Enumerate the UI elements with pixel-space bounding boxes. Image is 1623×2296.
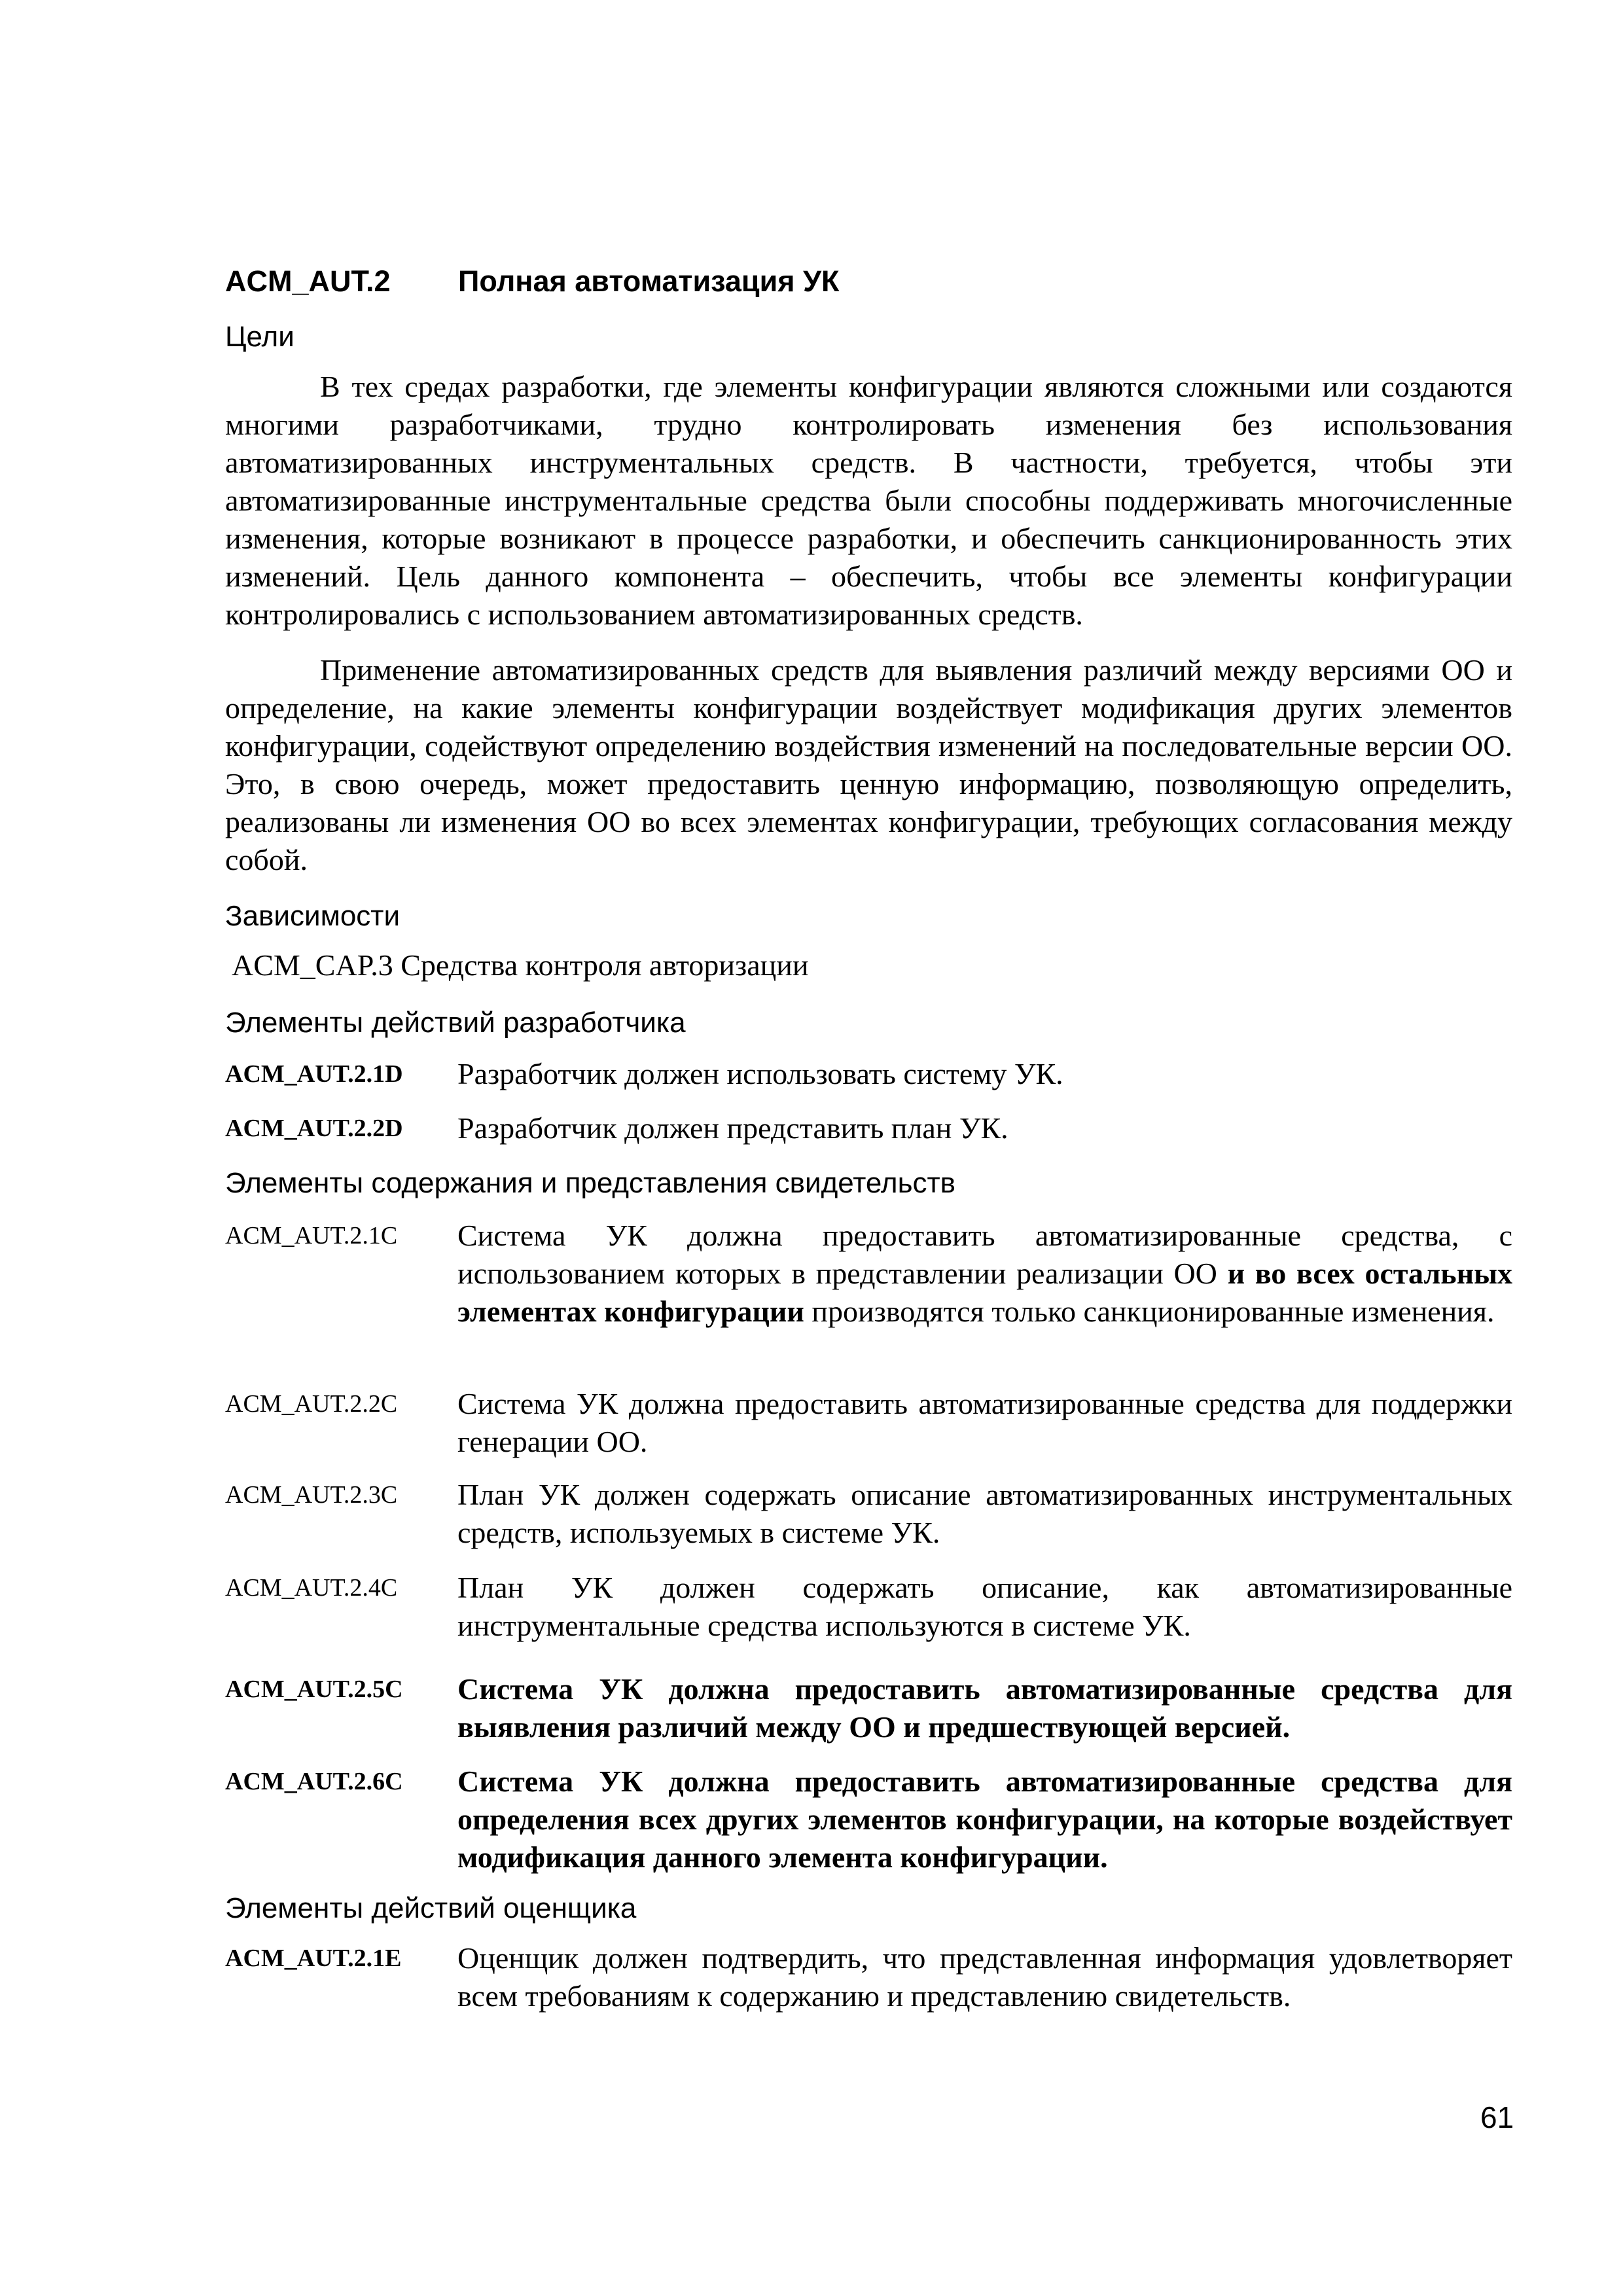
item-id: ACM_AUT.2.1C bbox=[225, 1222, 398, 1249]
item-id: ACM_AUT.2.1E bbox=[225, 1945, 402, 1972]
item-text: План УК должен содержать описание автоматизированных инструментальных средств, используемых в системе УК. bbox=[457, 1478, 1512, 1549]
content-item bbox=[225, 1670, 1512, 1746]
section-id: ACM_AUT.2 bbox=[225, 264, 391, 298]
content-item bbox=[225, 1217, 1512, 1331]
item-text: Разработчик должен использовать систему УК. bbox=[457, 1057, 1063, 1090]
section-heading bbox=[225, 264, 839, 298]
item-text bbox=[457, 1217, 1512, 1331]
item-text: Разработчик должен представить план УК. bbox=[457, 1111, 1008, 1145]
item-text: Оценщик должен подтвердить, что представленная информация удовлетворяет всем требованиям к содержанию и представлению свидетельств. bbox=[457, 1941, 1512, 2013]
content-heading: Элементы содержания и представления свидетельств bbox=[225, 1167, 956, 1199]
objectives-paragraph-2: Применение автоматизированных средств для выявления различий между версиями ОО и определение, на какие элементы конфигурации воздействует модификация других элементов конфигурации, содействуют определению воздействия изменений на последовательные версии ОО. Это, в свою очередь, может предоставить ценную информацию, позволяющую определить, реализованы ли изменения ОО во всех элементах конфигурации, требующих согласования между собой. bbox=[225, 653, 1512, 876]
evaluator-item bbox=[225, 1939, 1512, 2015]
item-text-bold: и во всех остальных элементах конфигурации bbox=[457, 1257, 1512, 1328]
item-id: ACM_AUT.2.2D bbox=[225, 1115, 403, 1142]
objectives-paragraph-1: В тех средах разработки, где элементы конфигурации являются сложными или создаются многими разработчиками, трудно контролировать изменения без использования автоматизированных инструментальных средств. В частности, требуется, чтобы эти автоматизированные инструментальные средства были способны поддерживать многочисленные изменения, которые возникают в процессе разработки, и обеспечить санкционированность этих изменений. Цель данного компонента – обеспечить, чтобы все элементы конфигурации контролировались с использованием автоматизированных средств. bbox=[225, 370, 1512, 631]
item-id: ACM_AUT.2.2C bbox=[225, 1390, 398, 1418]
content-item bbox=[225, 1385, 1512, 1461]
developer-item bbox=[225, 1109, 1512, 1147]
content-item bbox=[225, 1763, 1512, 1876]
page-number: 61 bbox=[1480, 2100, 1514, 2134]
item-id: ACM_AUT.2.4C bbox=[225, 1574, 398, 1602]
item-text: Система УК должна предоставить автоматизированные средства для определения всех других элементов конфигурации, на которые воздействует модификация данного элемента конфигурации. bbox=[457, 1765, 1512, 1874]
item-id: ACM_AUT.2.5C bbox=[225, 1676, 403, 1703]
item-id: ACM_AUT.2.3C bbox=[225, 1481, 398, 1509]
dependencies-heading: Зависимости bbox=[225, 900, 401, 932]
item-text: Система УК должна предоставить автоматизированные средства для поддержки генерации ОО. bbox=[457, 1387, 1512, 1458]
item-text: План УК должен содержать описание, как автоматизированные инструментальные средства используются в системе УК. bbox=[457, 1571, 1512, 1642]
item-text: Система УК должна предоставить автоматизированные средства для выявления различий между ОО и предшествующей версией. bbox=[457, 1672, 1512, 1744]
developer-item bbox=[225, 1055, 1512, 1093]
item-text-part: Система УК должна предоставить автоматизированные средства, с использованием которых в представлении реализации ОО bbox=[457, 1219, 1512, 1290]
item-id: ACM_AUT.2.6C bbox=[225, 1768, 403, 1795]
developer-heading: Элементы действий разработчика bbox=[225, 1007, 686, 1039]
content-item bbox=[225, 1569, 1512, 1645]
evaluator-heading: Элементы действий оценщика bbox=[225, 1892, 637, 1924]
item-text-part: производятся только санкционированные изменения. bbox=[804, 1295, 1495, 1328]
item-id: ACM_AUT.2.1D bbox=[225, 1060, 403, 1088]
dependencies-text: ACM_CAP.3 Средства контроля авторизации bbox=[232, 948, 809, 982]
section-title: Полная автоматизация УК bbox=[458, 264, 840, 298]
content-item bbox=[225, 1476, 1512, 1552]
objectives-heading: Цели bbox=[225, 321, 294, 353]
